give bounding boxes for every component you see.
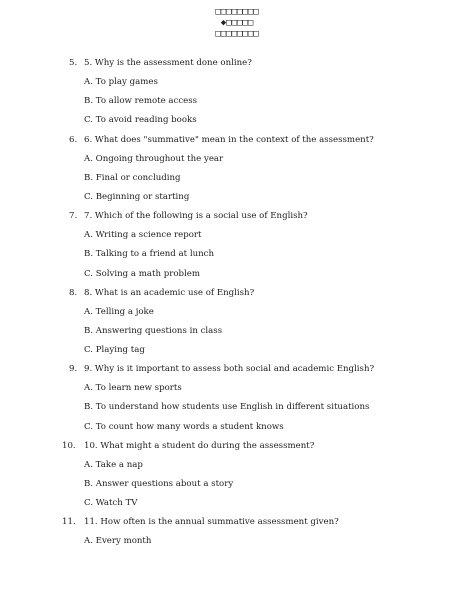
option-text: A. Telling a joke bbox=[84, 306, 154, 317]
question-5 bbox=[0, 56, 474, 133]
option-text: A. To play games bbox=[84, 77, 158, 87]
answer-option bbox=[0, 228, 474, 247]
option-text: B. Final or concluding bbox=[84, 172, 181, 183]
question-number: 11. bbox=[62, 517, 76, 528]
question-stem bbox=[0, 515, 474, 534]
question-number: 5. bbox=[69, 58, 78, 68]
answer-option bbox=[0, 534, 474, 553]
option-text: A. Writing a science report bbox=[84, 230, 202, 241]
question-number: 6. bbox=[69, 134, 78, 145]
answer-option bbox=[0, 496, 474, 515]
option-text: A. Take a nap bbox=[84, 459, 143, 470]
question-stem bbox=[0, 56, 474, 75]
question-text: 5. Why is the assessment done online? bbox=[84, 58, 252, 68]
option-text: C. Playing tag bbox=[84, 345, 145, 356]
option-text: C. Beginning or starting bbox=[84, 191, 190, 202]
answer-option bbox=[0, 458, 474, 477]
answer-option bbox=[0, 171, 474, 190]
option-text: C. Watch TV bbox=[84, 498, 138, 509]
answer-option bbox=[0, 152, 474, 171]
question-stem bbox=[0, 133, 474, 152]
answer-option bbox=[0, 113, 474, 132]
option-text: B. To allow remote access bbox=[84, 96, 198, 107]
question-text: 6. What does "summative" mean in the context of the assessment? bbox=[84, 134, 374, 145]
option-text: B. To understand how students use English in different situations bbox=[84, 402, 370, 413]
question-stem bbox=[0, 286, 474, 305]
question-stem bbox=[0, 209, 474, 228]
option-text: C. To count how many words a student knows bbox=[84, 421, 284, 432]
option-text: B. Answering questions in class bbox=[84, 325, 223, 336]
question-text: 8. What is an academic use of English? bbox=[84, 287, 255, 298]
option-text: B. Answer questions about a story bbox=[84, 479, 234, 489]
answer-option bbox=[0, 324, 474, 343]
answer-option bbox=[0, 420, 474, 439]
question-6 bbox=[0, 133, 474, 210]
option-text: C. Solving a math problem bbox=[84, 268, 201, 279]
header-line: ◆□□□□□ bbox=[220, 18, 254, 28]
page-header bbox=[0, 7, 474, 40]
option-text: B. Talking to a friend at lunch bbox=[84, 249, 215, 260]
question-text: 11. How often is the annual summative assessment given? bbox=[84, 517, 339, 528]
answer-option bbox=[0, 381, 474, 400]
header-line: □□□□□□□□ bbox=[215, 29, 259, 39]
option-text: C. To avoid reading books bbox=[84, 115, 197, 126]
question-text: 7. Which of the following is a social use of English? bbox=[84, 211, 308, 222]
question-8 bbox=[0, 286, 474, 363]
question-text: 10. What might a student do during the assessment? bbox=[84, 440, 315, 451]
answer-option bbox=[0, 75, 474, 94]
question-10 bbox=[0, 439, 474, 516]
question-number: 8. bbox=[69, 287, 78, 298]
question-number: 9. bbox=[69, 364, 78, 375]
question-number: 7. bbox=[69, 211, 78, 222]
question-text: 9. Why is it important to assess both social and academic English? bbox=[84, 364, 375, 375]
answer-option bbox=[0, 267, 474, 286]
answer-option bbox=[0, 94, 474, 113]
option-text: A. To learn new sports bbox=[84, 383, 182, 394]
option-text: A. Ongoing throughout the year bbox=[84, 153, 224, 164]
question-stem bbox=[0, 362, 474, 381]
header-line: □□□□□□□□ bbox=[215, 7, 259, 17]
question-number: 10. bbox=[62, 440, 76, 451]
option-text: A. Every month bbox=[84, 536, 152, 547]
question-11 bbox=[0, 515, 474, 553]
question-stem bbox=[0, 439, 474, 458]
question-9 bbox=[0, 362, 474, 439]
question-list bbox=[0, 56, 474, 554]
answer-option bbox=[0, 305, 474, 324]
answer-option bbox=[0, 477, 474, 496]
answer-option bbox=[0, 400, 474, 419]
answer-option bbox=[0, 343, 474, 362]
answer-option bbox=[0, 190, 474, 209]
question-7 bbox=[0, 209, 474, 286]
answer-option bbox=[0, 247, 474, 266]
